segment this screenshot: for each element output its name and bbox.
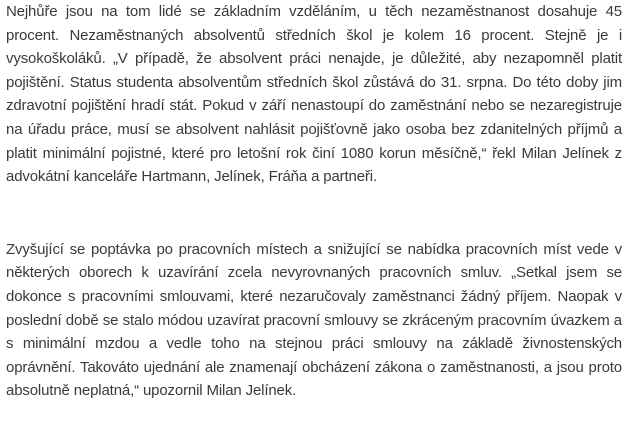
article-paragraph: Nejhůře jsou na tom lidé se základním vzděláním, u těch nezaměstnanost dosahuje 45 procent. Nezaměstnaných absolventů středních škol je kolem 16 procent. Stejně je i vysokoškoláků. „V případě, že absolvent práci nenajde, je důležité, aby nezapomněl platit pojištění. Status studenta absolventům středních škol zůstává do 31. srpna. Do této doby jim zdravotní pojištění hradí stát. Pokud v září nenastoupí do zaměstnání nebo se nezaregistruje na úřadu práce, musí se absolvent nahlásit pojišťovně jako osoba bez zdanitelných příjmů a platit minimální pojistné, které pro letošní rok činí 1080 korun měsíčně,“ řekl Milan Jelínek z advokátní kanceláře Hartmann, Jelínek, Fráňa a partneři. xyxy=(6,3,622,186)
article-paragraph: Zvyšující se poptávka po pracovních místech a snižující se nabídka pracovních míst vede v některých oborech k uzavírání zcela nevyrovnaných pracovních smluv. „Setkal jsem se dokonce s pracovními smlouvami, které nezaručovaly zaměstnanci žádný příjem. Naopak v poslední době se stalo módou uzavírat pracovní smlouvy se zkráceným pracovním úvazkem a s minimální mzdou a vedle toho na stejnou práci smlouvy na základě živnostenských oprávnění. Takováto ujednání ale znamenají obcházení zákona o zaměstnanosti, a jsou proto absolutně neplatná,“ upozornil Milan Jelínek. xyxy=(6,240,622,400)
article-body xyxy=(6,0,622,403)
